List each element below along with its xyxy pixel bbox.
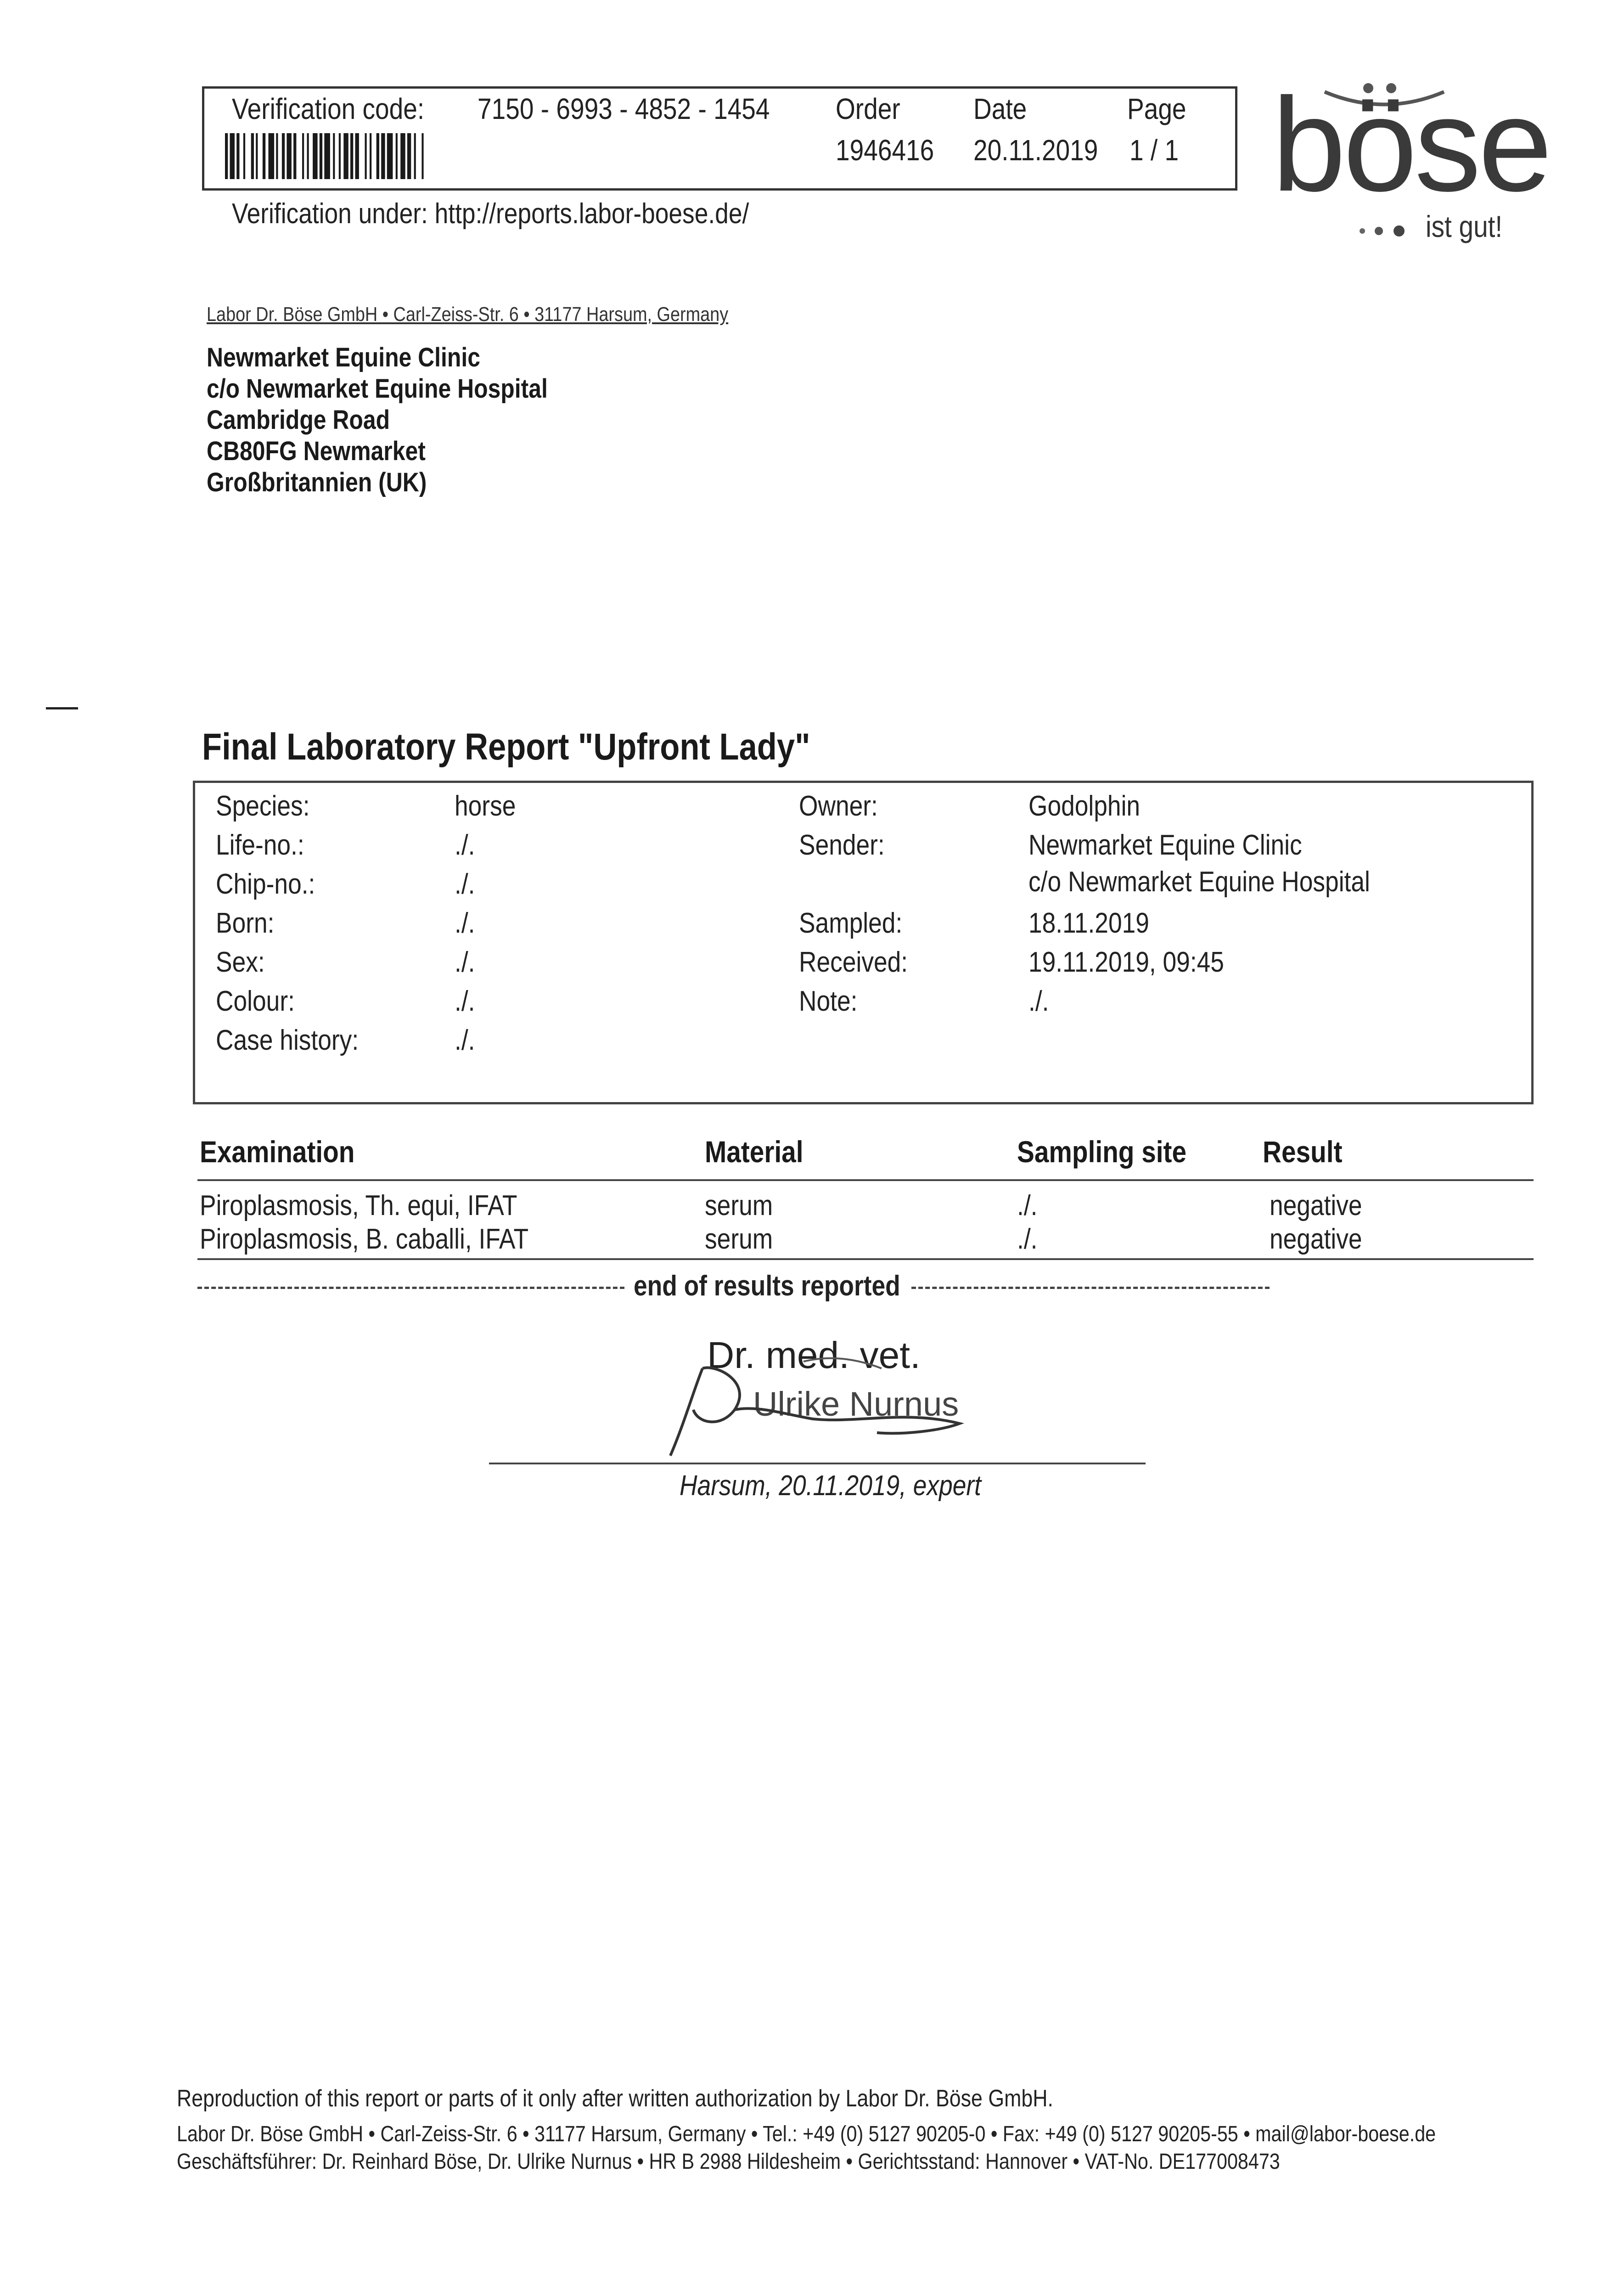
verification-code: 7150 - 6993 - 4852 - 1454 — [478, 92, 770, 125]
signature-caption: Harsum, 20.11.2019, expert — [680, 1470, 981, 1502]
life-no-value: ./. — [455, 829, 475, 861]
verification-label: Verification code: — [232, 92, 425, 125]
table-bottom-rule — [197, 1258, 1534, 1260]
recipient-line: c/o Newmarket Equine Hospital — [207, 374, 548, 404]
logo-wordmark: böse — [1272, 70, 1550, 219]
handwritten-signature-icon — [666, 1355, 987, 1460]
column-header-result: Result — [1263, 1135, 1343, 1169]
sampled-value: 18.11.2019 — [1028, 907, 1149, 939]
received-label: Received: — [799, 946, 908, 978]
sampled-label: Sampled: — [799, 907, 903, 939]
owner-label: Owner: — [799, 790, 878, 822]
result-sampling-site: ./. — [1017, 1190, 1038, 1221]
signature-name: Ulrike Nurnus — [753, 1385, 959, 1423]
recipient-line: Großbritannien (UK) — [207, 467, 427, 497]
order-label: Order — [836, 92, 900, 125]
verification-url: Verification under: http://reports.labor-boese.de/ — [232, 198, 749, 230]
note-value: ./. — [1028, 985, 1049, 1017]
life-no-label: Life-no.: — [216, 829, 304, 861]
received-value: 19.11.2019, 09:45 — [1028, 946, 1224, 978]
result-material: serum — [705, 1223, 773, 1255]
result-material: serum — [705, 1190, 773, 1221]
page-label: Page — [1127, 92, 1186, 125]
note-label: Note: — [799, 985, 858, 1017]
recipient-line: Newmarket Equine Clinic — [207, 343, 480, 372]
case-history-label: Case history: — [216, 1024, 359, 1056]
barcode-graphic — [225, 133, 565, 179]
born-value: ./. — [455, 907, 475, 939]
chip-no-value: ./. — [455, 868, 475, 900]
sender-value-line1: Newmarket Equine Clinic — [1028, 829, 1302, 861]
chip-no-label: Chip-no.: — [216, 868, 315, 900]
report-title: Final Laboratory Report "Upfront Lady" — [202, 726, 810, 768]
sender-label: Sender: — [799, 829, 885, 861]
footer-reproduction-note: Reproduction of this report or parts of it only after written authorization by Labor Dr. Böse GmbH. — [177, 2085, 1053, 2112]
colour-label: Colour: — [216, 985, 295, 1017]
column-header-sampling-site: Sampling site — [1017, 1135, 1187, 1169]
signature-title: Dr. med. vet. — [707, 1334, 921, 1376]
date-value: 20.11.2019 — [973, 134, 1098, 167]
species-label: Species: — [216, 790, 310, 822]
page-value: 1 / 1 — [1129, 134, 1179, 167]
return-address: Labor Dr. Böse GmbH • Carl-Zeiss-Str. 6 • 31177 Harsum, Germany — [207, 303, 729, 326]
fold-mark — [46, 707, 78, 709]
footer-contact: Labor Dr. Böse GmbH • Carl-Zeiss-Str. 6 • 31177 Harsum, Germany • Tel.: +49 (0) 5127 90205-0 • Fax: +49 (0) 5127 90205-55 • mail@labor-boese.de — [177, 2122, 1436, 2146]
sex-value: ./. — [455, 946, 475, 978]
result-sampling-site: ./. — [1017, 1223, 1038, 1255]
colour-value: ./. — [455, 985, 475, 1017]
column-header-material: Material — [705, 1135, 804, 1169]
result-value: negative — [1270, 1190, 1362, 1221]
result-value: negative — [1270, 1223, 1362, 1255]
owner-value: Godolphin — [1028, 790, 1141, 822]
result-examination: Piroplasmosis, B. caballi, IFAT — [200, 1223, 529, 1255]
logo-dots-icon — [1357, 224, 1410, 238]
date-label: Date — [973, 92, 1027, 125]
footer-company-info: Geschäftsführer: Dr. Reinhard Böse, Dr. Ulrike Nurnus • HR B 2988 Hildesheim • Gerichtsstand: Hannover • VAT-No. DE177008473 — [177, 2150, 1280, 2174]
born-label: Born: — [216, 907, 275, 939]
case-history-value: ./. — [455, 1024, 475, 1056]
recipient-line: CB80FG Newmarket — [207, 436, 426, 466]
sex-label: Sex: — [216, 946, 265, 978]
species-value: horse — [455, 790, 516, 822]
signature-line — [489, 1463, 1146, 1464]
end-of-results-text: end of results reported — [634, 1270, 900, 1302]
recipient-line: Cambridge Road — [207, 405, 390, 435]
result-examination: Piroplasmosis, Th. equi, IFAT — [200, 1190, 517, 1221]
logo-tagline: ist gut! — [1426, 209, 1503, 243]
end-of-results-line — [197, 1270, 1270, 1302]
sender-value-line2: c/o Newmarket Equine Hospital — [1028, 866, 1370, 898]
table-header-rule — [197, 1179, 1534, 1181]
order-value: 1946416 — [836, 134, 934, 167]
column-header-examination: Examination — [200, 1135, 355, 1169]
